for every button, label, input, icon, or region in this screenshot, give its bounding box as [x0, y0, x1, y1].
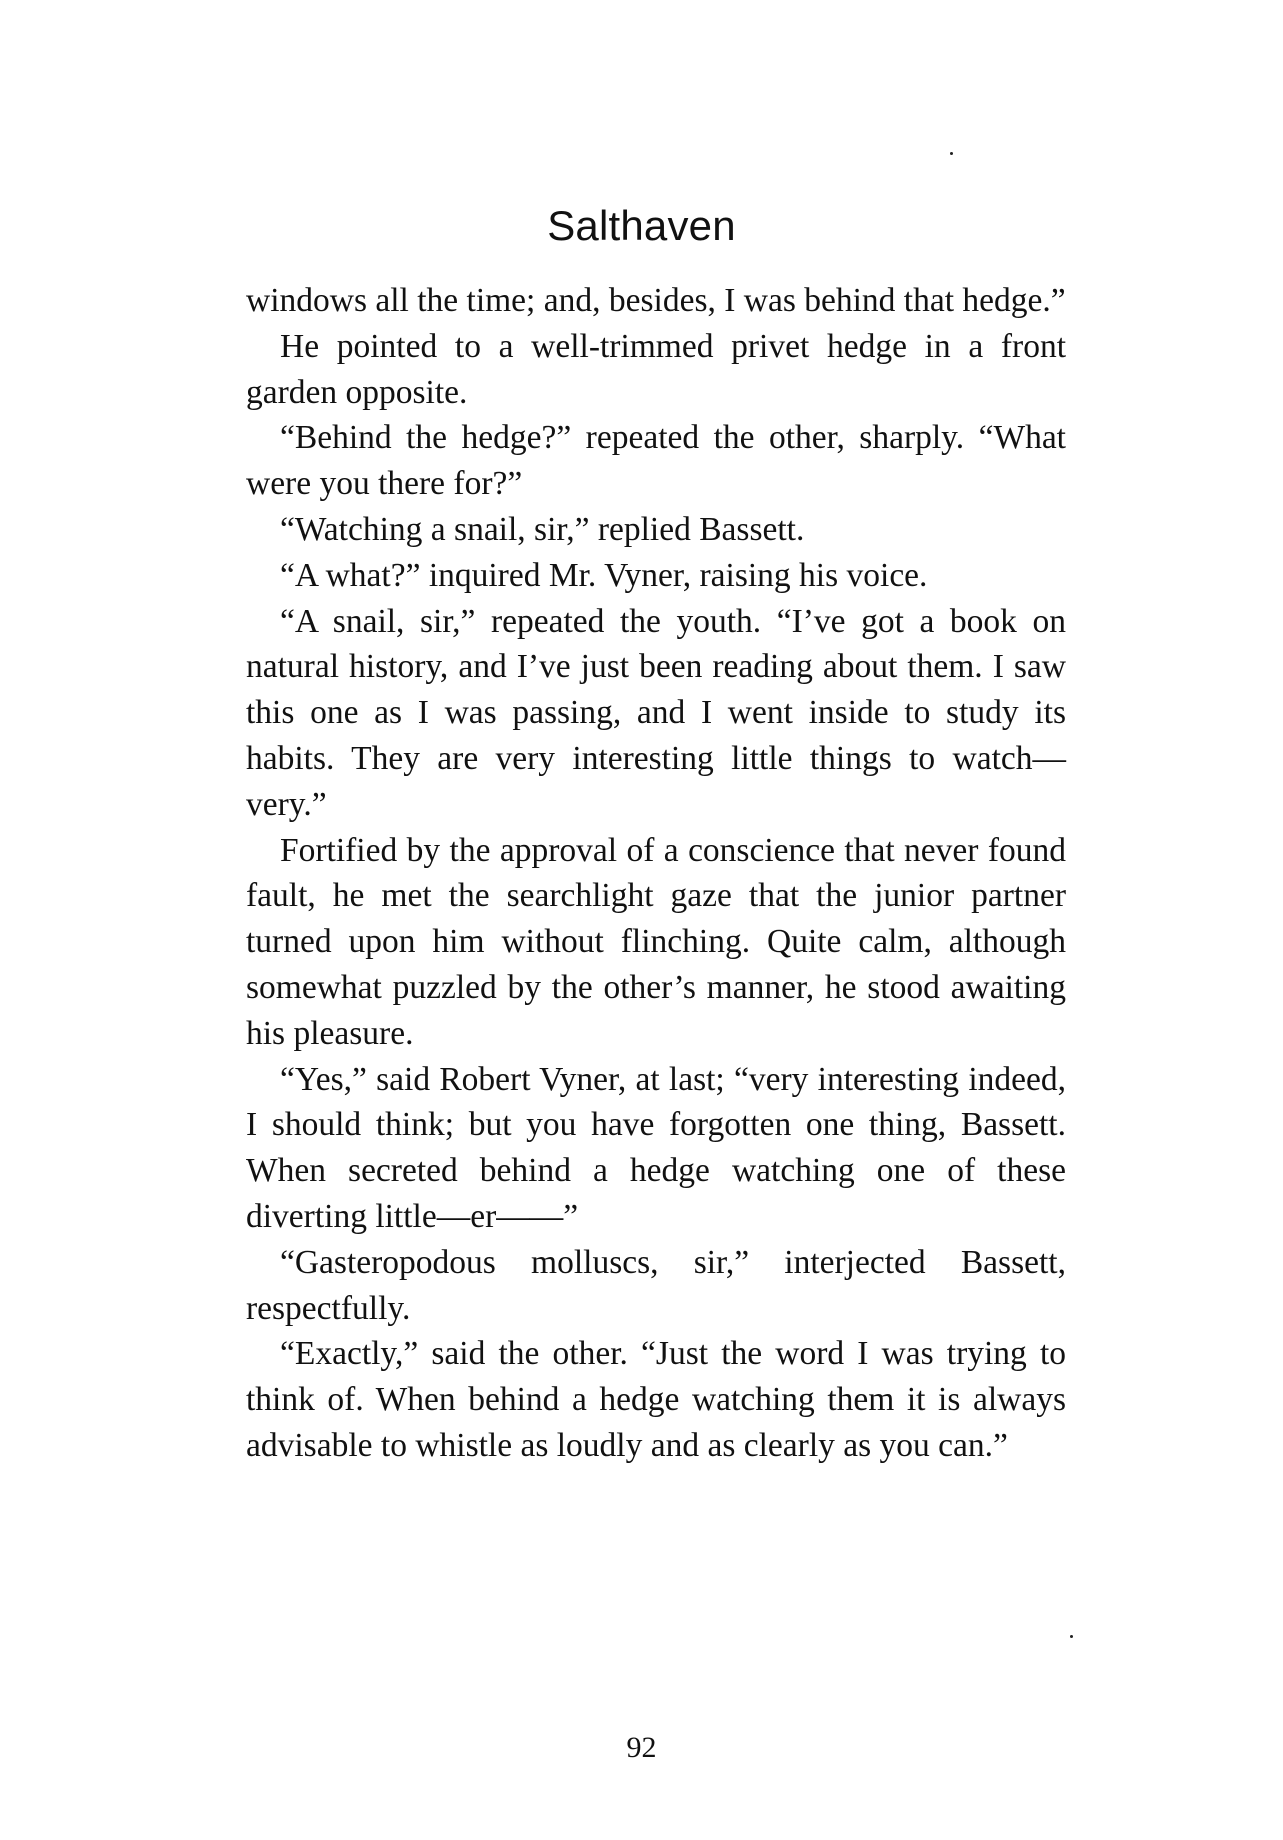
- paragraph: “A snail, sir,” repeated the youth. “I’ve got a book on natural history, and I’ve just been reading about them. I saw this one as I was passing, and I went inside to study its habits. They are very interesting little things to watch—very.”: [246, 602, 1066, 823]
- paragraph: Fortified by the approval of a conscience that never found fault, he met the searchlight gaze that the junior partner turned upon him without flinching. Quite calm, although somewhat puzzled by the other’s manner, he stood awaiting his pleasure.: [246, 831, 1066, 1052]
- body-text: [246, 278, 1066, 1469]
- paragraph: “A what?” inquired Mr. Vyner, raising his voice.: [280, 556, 928, 594]
- paragraph: “Exactly,” said the other. “Just the word I was trying to think of. When behind a hedge watching them it is always advisable to whistle as loudly and as clearly as you can.”: [246, 1335, 1066, 1464]
- running-head: Salthaven: [547, 202, 736, 249]
- scan-speck: [950, 152, 953, 155]
- paragraph: “Yes,” said Robert Vyner, at last; “very interesting indeed, I should think; but you have forgotten one thing, Bassett. When secreted behind a hedge watching one of these diverting little—er——”: [246, 1060, 1066, 1235]
- paragraph: “Watching a snail, sir,” replied Bassett.: [280, 510, 805, 548]
- paragraph: “Gasteropodous molluscs, sir,” interjected Bassett, respectfully.: [246, 1243, 1066, 1327]
- scan-speck: [1070, 1635, 1073, 1638]
- paragraph-continued: windows all the time; and, besides, I was behind that hedge.”: [246, 282, 1066, 319]
- paragraph: “Behind the hedge?” repeated the other, sharply. “What were you there for?”: [246, 419, 1066, 503]
- page-number: 92: [626, 1731, 657, 1764]
- paragraph: He pointed to a well-trimmed privet hedge in a front garden opposite.: [246, 327, 1066, 411]
